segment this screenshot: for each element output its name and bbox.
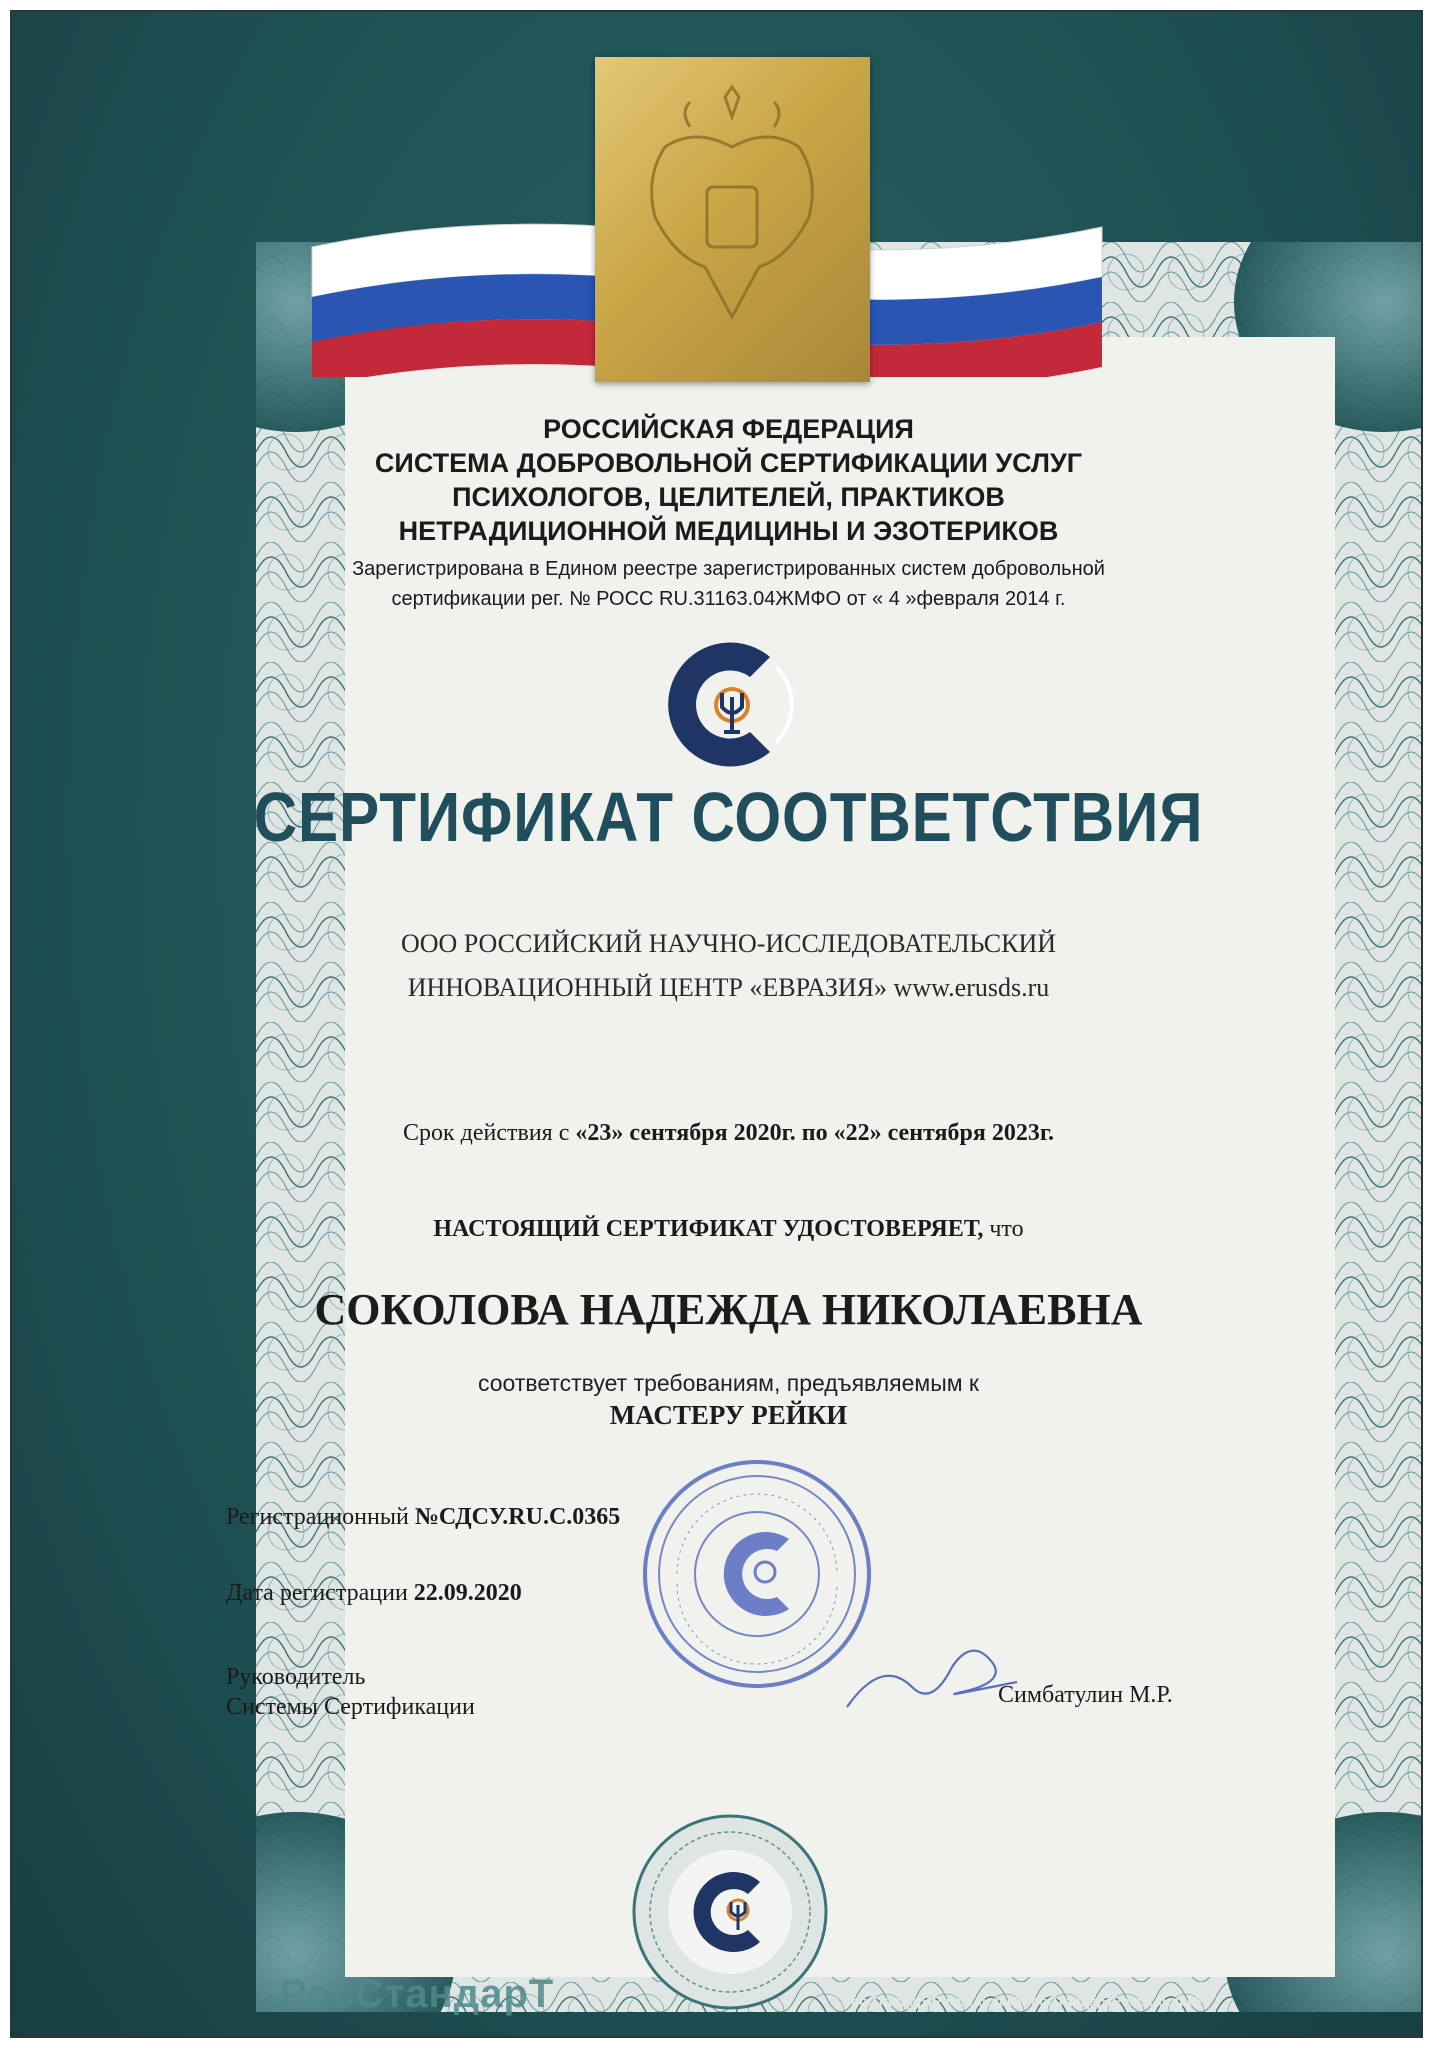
brand-small-4: РосСтандарТ [1112, 1993, 1205, 2009]
certificate-title: СЕРТИФИКАТ СООТВЕТСТВИЯ [253, 778, 1204, 856]
registration-number [226, 1504, 620, 1531]
validity-from-rest: сентября 2020г. [623, 1120, 796, 1146]
registration-date [226, 1580, 522, 1607]
round-seal-icon [637, 1454, 877, 1694]
validity-prefix: Срок действия с [402, 1120, 576, 1146]
validity-period [12, 1120, 1423, 1147]
statement-rest: что [983, 1216, 1024, 1242]
double-headed-eagle-icon [595, 57, 870, 382]
cert-system-logo-icon [650, 637, 800, 772]
signatory-role-line-2: Системы Сертификации [226, 1694, 475, 1720]
conformity-text: соответствует требованиям, предъявляемым к [478, 1370, 979, 1396]
validity-middle: по [795, 1120, 834, 1146]
registration-date-label: Дата регистрации [226, 1580, 414, 1606]
certifies-statement [12, 1216, 1423, 1243]
holder-name: СОКОЛОВА НАДЕЖДА НИКОЛАЕВНА [314, 1285, 1143, 1334]
organization-line-2: ИННОВАЦИОННЫЙ ЦЕНТР «ЕВРАЗИЯ» www.erusds.ru [407, 973, 1050, 1002]
registry-line-1: Зарегистрирована в Едином реестре зарегистрированных систем добровольной [352, 558, 1105, 580]
signatory-role-line-1: Руководитель [226, 1664, 366, 1690]
validity-to-rest: сентября 2023г. [881, 1120, 1055, 1146]
header-line-3: ПСИХОЛОГОВ, ЦЕЛИТЕЛЕЙ, ПРАКТИКОВ [452, 482, 1005, 512]
signatory-name: Симбатулин М.Р. [998, 1682, 1173, 1708]
brand-small-1: РосСтандарТ [842, 1993, 935, 2009]
registration-number-value: №СДСУ.RU.C.0365 [414, 1504, 621, 1530]
registry-line-2: сертификации рег. № РОСС RU.31163.04ЖМФО от « 4 »февраля 2014 г. [391, 588, 1066, 610]
qualification: МАСТЕРУ РЕЙКИ [609, 1400, 848, 1430]
brand-small-3: РосСтандарТ [1022, 1993, 1115, 2009]
brand-small-2: РосСтандарТ [932, 1993, 1025, 2009]
validity-from-day: «23» [575, 1120, 624, 1146]
brand-watermark-large: РосСтандарТ [280, 1972, 555, 2016]
validity-to-day: «22» [833, 1120, 882, 1146]
statement-bold: НАСТОЯЩИЙ СЕРТИФИКАТ УДОСТОВЕРЯЕТ, [433, 1216, 984, 1242]
header-line-2: СИСТЕМА ДОБРОВОЛЬНОЙ СЕРТИФИКАЦИИ УСЛУГ [374, 448, 1083, 478]
registration-number-label: Регистрационный [226, 1504, 415, 1530]
organization-line-1: ООО РОССИЙСКИЙ НАУЧНО-ИССЛЕДОВАТЕЛЬСКИЙ [400, 929, 1057, 958]
bottom-medallion [630, 1812, 830, 2012]
gold-emblem-plate [595, 57, 870, 382]
header-line-4: НЕТРАДИЦИОННОЙ МЕДИЦИНЫ И ЭЗОТЕРИКОВ [398, 516, 1059, 546]
header-line-1: РОССИЙСКАЯ ФЕДЕРАЦИЯ [543, 414, 914, 444]
registration-date-value: 22.09.2020 [413, 1580, 522, 1606]
certificate-frame [10, 10, 1423, 2038]
